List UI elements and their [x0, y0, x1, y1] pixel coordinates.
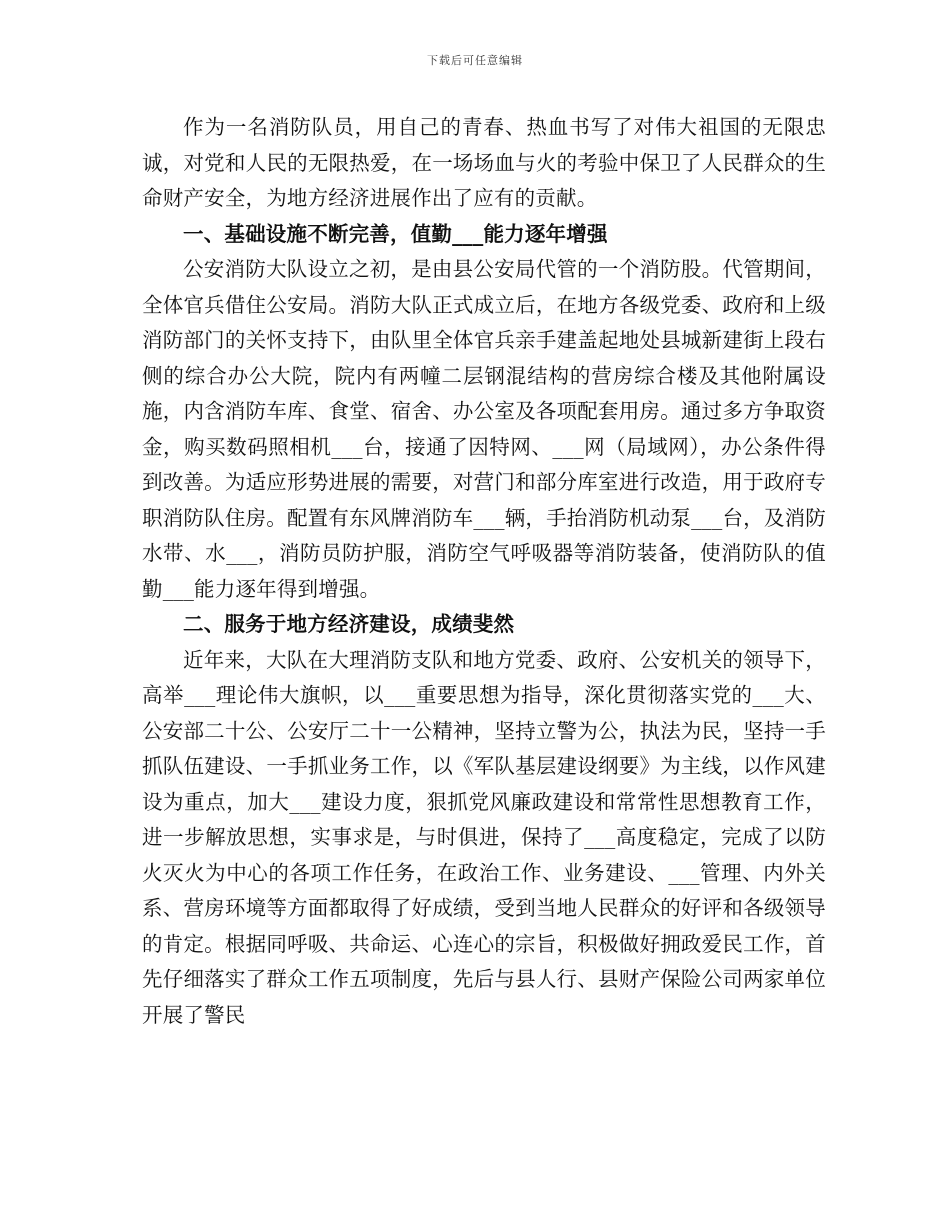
section-1-paragraph: 公安消防大队设立之初，是由县公安局代管的一个消防股。代管期间，全体官兵借住公安局。消防大队正式成立后，在地方各级党委、政府和上级消防部门的关怀支持下，由队里全体官兵亲手建盖起地处县城新建街上段右侧的综合办公大院，院内有两幢二层钢混结构的营房综合楼及其他附属设施，内含消防车库、食堂、宿舍、办公室及各项配套用房。通过多方争取资金，购买数码照相机___台，接通了因特网、___网（局域网），办公条件得到改善。为适应形势进展的需要，对营门和部分库室进行改造，用于政府专职消防队住房。配置有东风牌消防车___辆，手抬消防机动泵___台，及消防水带、水___，消防员防护服，消防空气呼吸器等消防装备，使消防队的值勤___能力逐年得到增强。 — [142, 257, 826, 601]
page-header: 下载后可任意编辑 — [427, 54, 523, 67]
intro-paragraph: 作为一名消防队员，用自己的青春、热血书写了对伟大祖国的无限忠诚，对党和人民的无限热爱，在一场场血与火的考验中保卫了人民群众的生命财产安全，为地方经济进展作出了应有的贡献。 — [142, 115, 826, 210]
section-2-paragraph: 近年来，大队在大理消防支队和地方党委、政府、公安机关的领导下，高举___理论伟大旗帜，以___重要思想为指导，深化贯彻落实党的___大、公安部二十公、公安厅二十一公精神，坚持立警为公，执法为民，坚持一手抓队伍建设、一手抓业务工作，以《军队基层建设纲要》为主线，以作风建设为重点，加大___建设力度，狠抓党风廉政建设和常常性思想教育工作，进一步解放思想，实事求是，与时俱进，保持了___高度稳定，完成了以防火灭火为中心的各项工作任务，在政治工作、业务建设、___管理、内外关系、营房环境等方面都取得了好成绩，受到当地人民群众的好评和各级领导的肯定。根据同呼吸、共命运、心连心的宗旨，积极做好拥政爱民工作，首先仔细落实了群众工作五项制度，先后与县人行、县财产保险公司两家单位开展了警民 — [142, 647, 826, 1027]
document-body — [142, 110, 826, 1033]
section-heading-2: 二、服务于地方经济建设，成绩斐然 — [183, 612, 515, 636]
section-heading-1: 一、基础设施不断完善，值勤___能力逐年增强 — [183, 221, 608, 246]
